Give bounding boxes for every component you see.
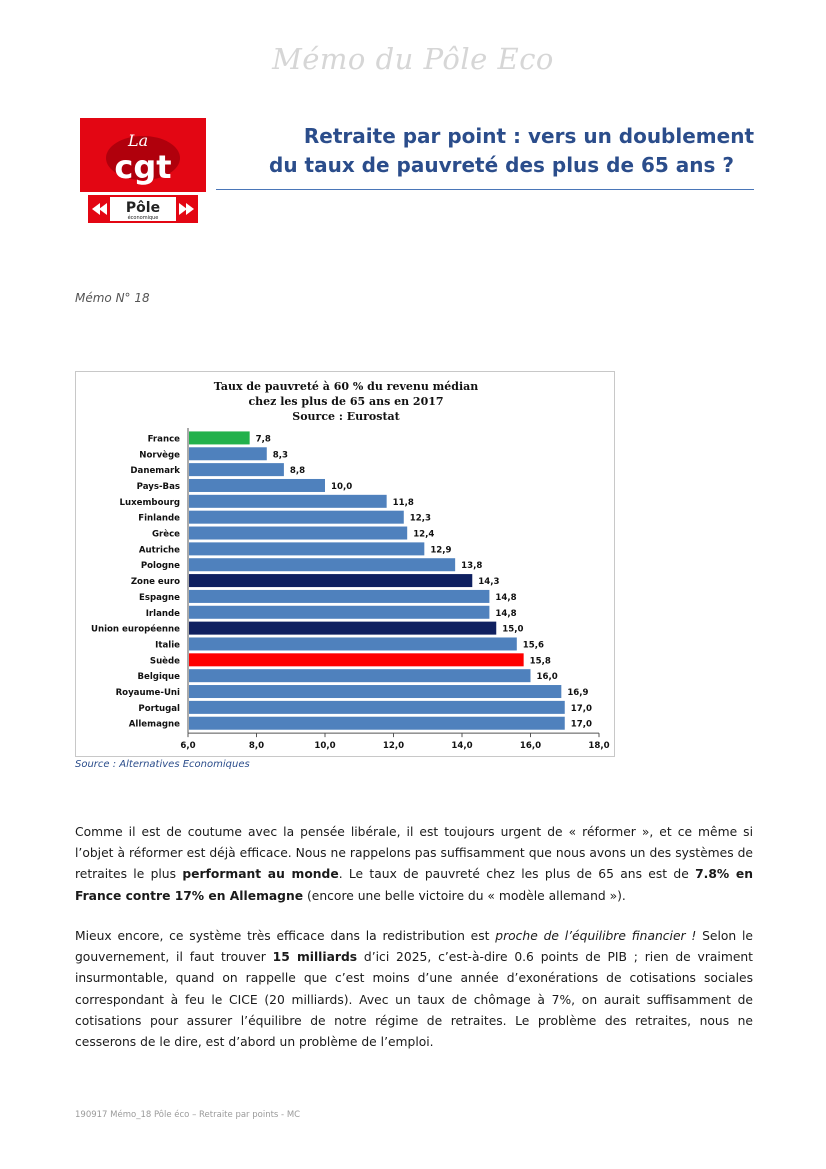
value-label: 14,3 — [478, 577, 500, 588]
bar — [189, 717, 565, 730]
chart-plot — [76, 372, 614, 756]
p1-segment: Comme il est de coutume avec la pensée libérale, il est toujours urgent de « réformer », et ce même si l’objet à réformer est déjà efficace. Nous ne rappelons pas suffisamment que nous avons un des systèmes de retraites le plus — [75, 825, 753, 882]
logo-cgt-text: cgt — [114, 148, 172, 186]
bar — [189, 669, 531, 682]
x-tick-label: 16,0 — [519, 741, 542, 752]
category-label: Union européenne — [90, 624, 180, 635]
bar — [189, 622, 496, 635]
cgt-pole-eco-logo — [80, 118, 206, 226]
value-label: 8,8 — [289, 466, 306, 477]
value-label: 13,8 — [461, 561, 483, 572]
title-underline — [216, 189, 754, 190]
category-label: Belgique — [137, 672, 180, 683]
value-label: 8,3 — [272, 450, 289, 461]
p2-segment: Selon le gouvernement, il faut trouver — [75, 929, 753, 965]
logo-script-la: La — [128, 131, 149, 150]
p2-segment: 15 milliards — [272, 950, 358, 965]
chart-title-line-1: Taux de pauvreté à 60 % du revenu médian — [213, 380, 479, 393]
value-label: 14,8 — [495, 608, 517, 619]
x-tick-label: 18,0 — [588, 741, 610, 752]
value-label: 12,9 — [430, 545, 452, 556]
poverty-rate-chart — [75, 371, 615, 757]
value-label: 7,8 — [255, 434, 271, 445]
category-label: Danemark — [130, 466, 180, 477]
category-label: Italie — [155, 640, 180, 651]
x-tick-label: 14,0 — [451, 741, 473, 752]
category-label: Autriche — [138, 545, 180, 556]
bar — [189, 511, 404, 524]
category-label: Suède — [149, 656, 180, 667]
value-label: 15,6 — [522, 640, 545, 651]
bar — [189, 542, 424, 555]
bar — [189, 574, 472, 587]
x-tick-label: 10,0 — [314, 741, 336, 752]
value-label: 14,8 — [495, 592, 517, 603]
chart-source: Source : Alternatives Economiques — [75, 759, 250, 770]
bar — [189, 701, 565, 714]
value-label: 17,0 — [570, 719, 592, 730]
x-tick-label: 6,0 — [180, 741, 196, 752]
title-line-1: Retraite par point : vers un doublement — [303, 124, 754, 148]
memo-number: Mémo N° 18 — [75, 291, 150, 305]
bar — [189, 653, 524, 666]
bar — [189, 479, 325, 492]
bar — [189, 558, 455, 571]
bar — [189, 527, 407, 540]
logo-sub-text: économique — [127, 215, 159, 221]
p1-segment: (encore une belle victoire du « modèle allemand »). — [303, 888, 626, 903]
bar — [189, 447, 267, 460]
value-label: 15,0 — [502, 624, 524, 635]
category-label: Pays-Bas — [136, 481, 180, 492]
value-label: 12,3 — [409, 513, 431, 524]
p2-segment: Mieux encore, ce système très efficace dans la redistribution est — [75, 929, 496, 943]
category-label: Espagne — [138, 592, 180, 603]
value-label: 17,0 — [570, 703, 592, 714]
paragraph-1 — [75, 822, 753, 907]
category-label: Pologne — [140, 561, 180, 572]
logo-pole-text: Pôle — [125, 200, 161, 216]
page-footer: 190917 Mémo_18 Pôle éco – Retraite par points - MC — [75, 1110, 301, 1120]
bar — [189, 637, 517, 650]
page-title — [216, 122, 754, 180]
category-label: Grèce — [151, 529, 180, 540]
bar — [189, 685, 561, 698]
bar — [189, 606, 489, 619]
value-label: 15,8 — [529, 656, 551, 667]
category-label: Luxembourg — [119, 497, 180, 508]
value-label: 16,9 — [567, 688, 589, 699]
category-label: Portugal — [138, 703, 180, 714]
x-tick-label: 8,0 — [248, 741, 265, 752]
category-label: Royaume-Uni — [115, 688, 180, 699]
bar — [189, 495, 387, 508]
bar — [189, 431, 250, 444]
p1-segment: 7.8% en France contre 17% en Allemagne — [75, 867, 753, 903]
chart-title-line-2: chez les plus de 65 ans en 2017 — [248, 395, 444, 408]
category-label: Norvège — [139, 450, 180, 461]
paragraph-2 — [75, 926, 753, 1053]
value-label: 12,4 — [413, 529, 435, 540]
category-label: Finlande — [138, 513, 180, 524]
category-label: France — [147, 434, 180, 445]
p2-segment: proche de l’équilibre financier ! — [495, 929, 697, 943]
p1-segment: performant au monde — [182, 867, 339, 882]
value-label: 11,8 — [392, 497, 414, 508]
bar — [189, 463, 284, 476]
page-watermark: Mémo du Pôle Eco — [272, 42, 554, 76]
category-label: Zone euro — [130, 577, 180, 588]
title-line-2: du taux de pauvreté des plus de 65 ans ? — [269, 153, 734, 177]
chart-title-line-3: Source : Eurostat — [292, 410, 400, 423]
x-tick-label: 12,0 — [382, 741, 405, 752]
p2-segment: d’ici 2025, c’est-à-dire 0.6 points de PIB ; rien de vraiment insurmontable, quand on rappelle que c’est moins d’une année d’exonérations de cotisations sociales correspondant à feu le CICE (20 milliards). Avec un taux de chômage à 7%, on aurait suffisamment de cotisations pour assurer l’équilibre de notre régime de retraites. Le problème des retraites, nous ne cesserons de le dire, est d’abord un problème de l’emploi. — [75, 950, 753, 1050]
category-label: Irlande — [145, 608, 180, 619]
bar — [189, 590, 489, 603]
category-label: Allemagne — [128, 719, 180, 730]
value-label: 10,0 — [331, 481, 353, 492]
value-label: 16,0 — [536, 672, 558, 683]
p1-segment: . Le taux de pauvreté chez les plus de 65 ans est de — [338, 867, 696, 882]
